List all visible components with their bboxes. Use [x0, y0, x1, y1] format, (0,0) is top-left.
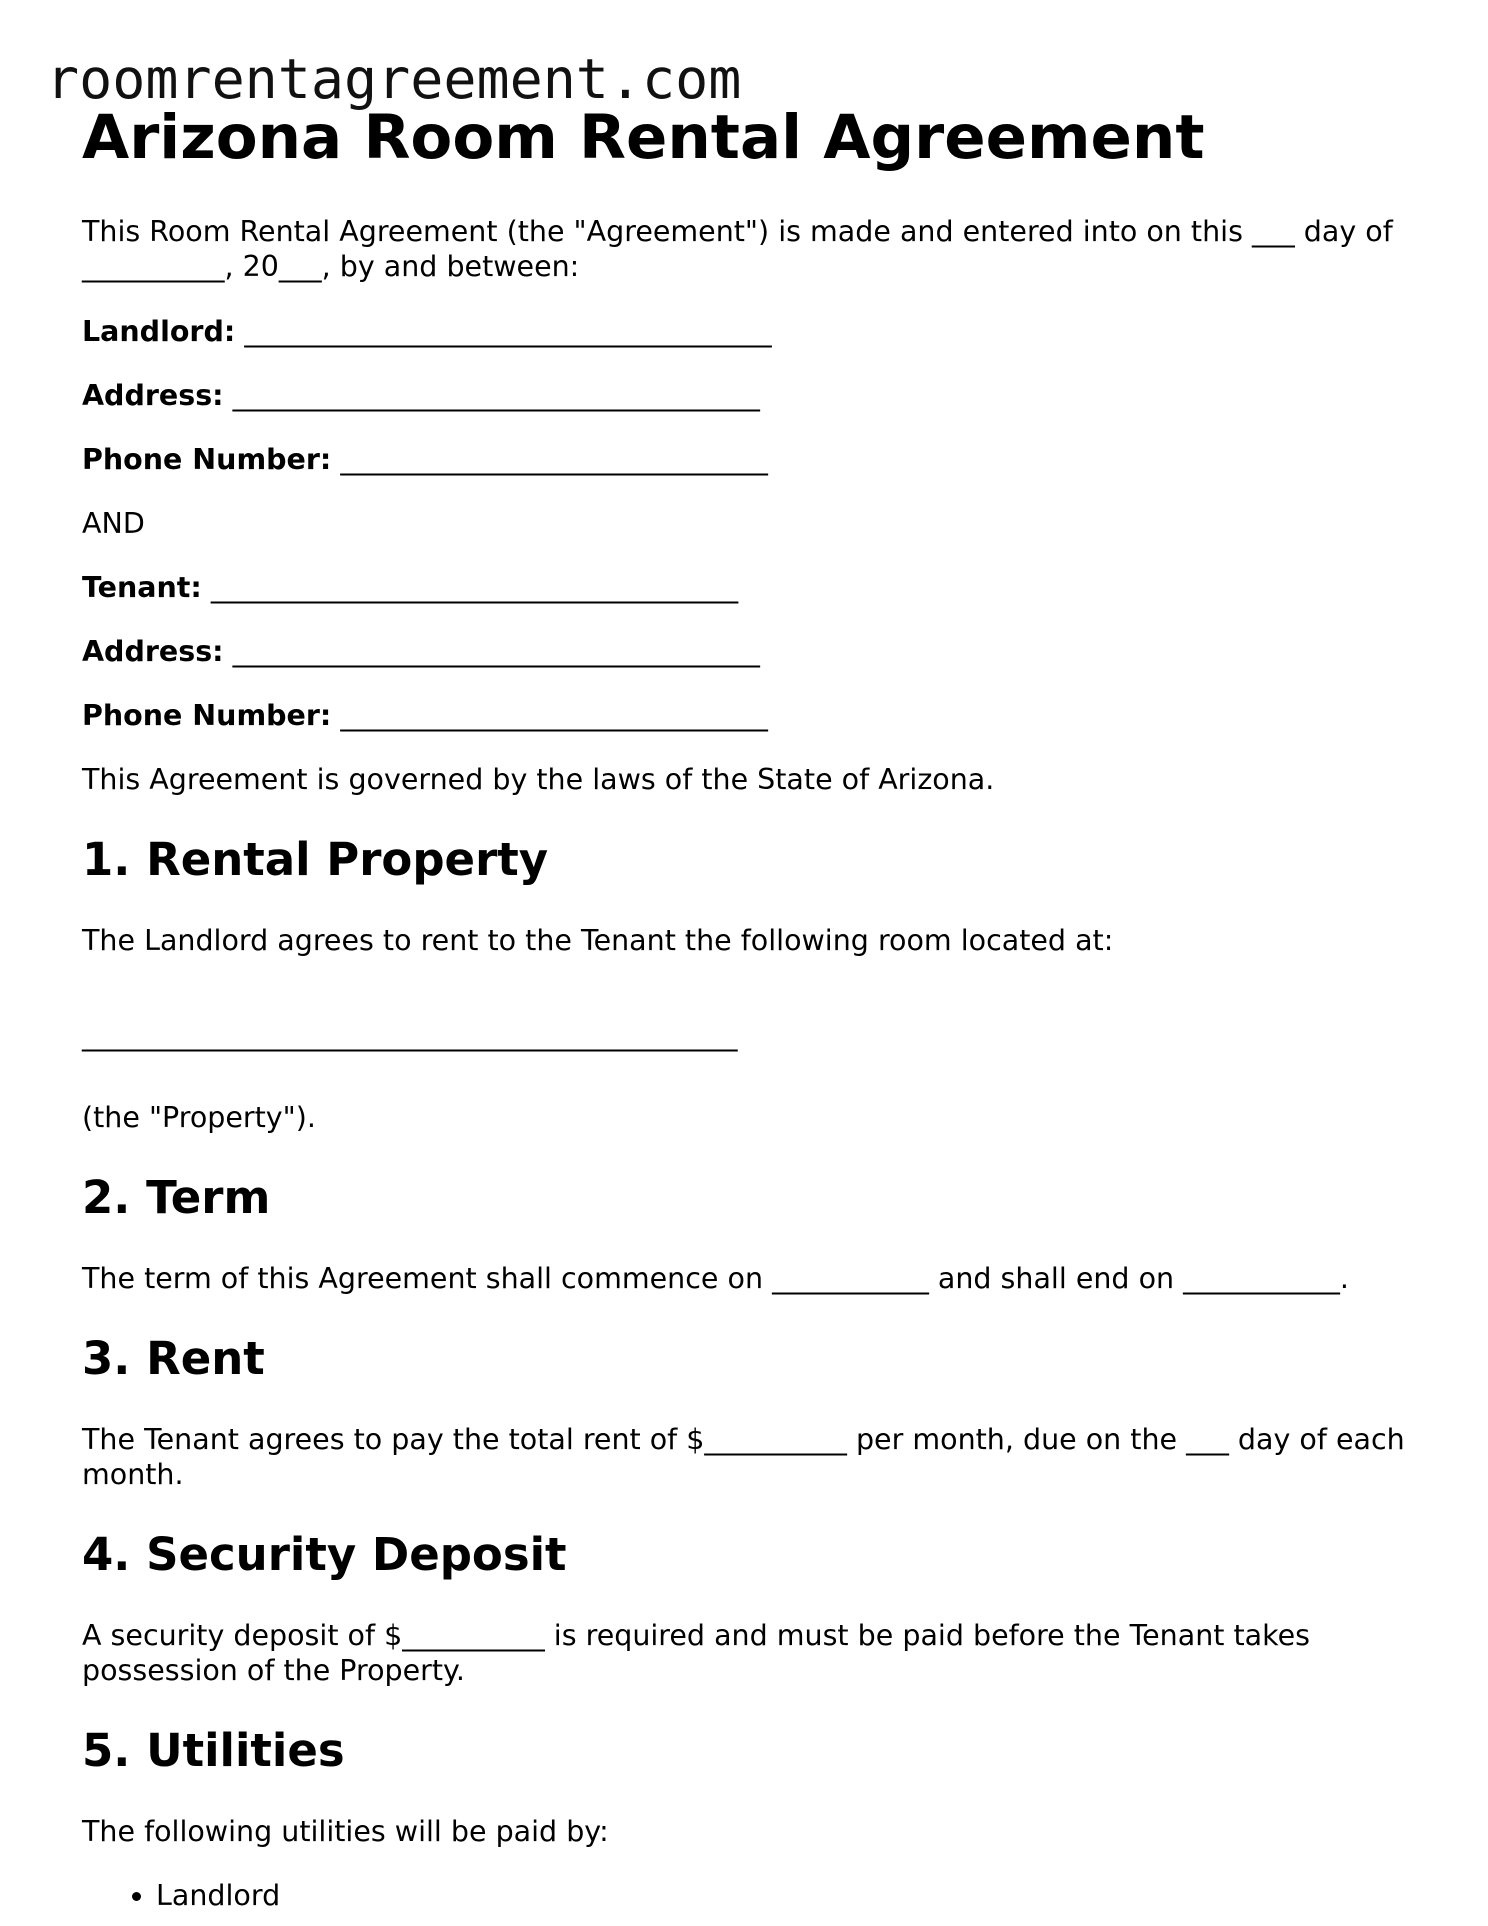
- landlord-address-label: Address:: [82, 379, 224, 412]
- tenant-address-blank: _____________________________________: [232, 635, 760, 668]
- document-title: Arizona Room Rental Agreement: [82, 102, 1205, 173]
- watermark-text: roomrentagreement.com: [46, 47, 742, 111]
- section-heading-rental-property: 1. Rental Property: [82, 833, 549, 886]
- landlord-name-blank: _____________________________________: [244, 315, 772, 348]
- landlord-name-field: [82, 314, 1412, 349]
- landlord-address-field: [82, 378, 1412, 413]
- utilities-text: The following utilities will be paid by:: [82, 1815, 609, 1848]
- section-heading-rent: 3. Rent: [82, 1332, 265, 1385]
- list-item: • Landlord: [156, 1878, 1412, 1913]
- tenant-phone-label: Phone Number:: [82, 699, 332, 732]
- intro-paragraph: This Room Rental Agreement (the "Agreement") is made and entered into on this ___ day of __________, 20___, by and between:: [82, 215, 1393, 283]
- section-heading-security-deposit: 4. Security Deposit: [82, 1528, 567, 1581]
- governing-law-text: This Agreement is governed by the laws of the State of Arizona.: [82, 763, 995, 796]
- tenant-phone-field: [82, 698, 1412, 733]
- term-text: The term of this Agreement shall commence on ___________ and shall end on ___________.: [82, 1262, 1349, 1295]
- rental-property-suffix: (the "Property").: [82, 1101, 316, 1134]
- utilities-list: [82, 1878, 1412, 1913]
- tenant-phone-blank: ______________________________: [340, 699, 768, 732]
- document-page: [82, 100, 1412, 1913]
- section-heading-utilities: 5. Utilities: [82, 1724, 345, 1777]
- and-separator: AND: [82, 507, 145, 540]
- section-heading-term: 2. Term: [82, 1171, 271, 1224]
- tenant-name-label: Tenant:: [82, 571, 202, 604]
- tenant-name-field: [82, 570, 1412, 605]
- rental-property-blank: ______________________________________________: [82, 1019, 738, 1052]
- landlord-phone-label: Phone Number:: [82, 443, 332, 476]
- security-deposit-text: A security deposit of $__________ is required and must be paid before the Tenant takes possession of the Property.: [82, 1619, 1311, 1687]
- tenant-address-field: [82, 634, 1412, 669]
- rental-property-text: The Landlord agrees to rent to the Tenant the following room located at:: [82, 924, 1114, 957]
- landlord-name-label: Landlord:: [82, 315, 236, 348]
- landlord-address-blank: _____________________________________: [232, 379, 760, 412]
- tenant-name-blank: _____________________________________: [210, 571, 739, 604]
- landlord-phone-field: [82, 442, 1412, 477]
- tenant-address-label: Address:: [82, 635, 224, 668]
- rent-text: The Tenant agrees to pay the total rent of $__________ per month, due on the ___ day of each month.: [82, 1423, 1405, 1491]
- landlord-phone-blank: ______________________________: [340, 443, 768, 476]
